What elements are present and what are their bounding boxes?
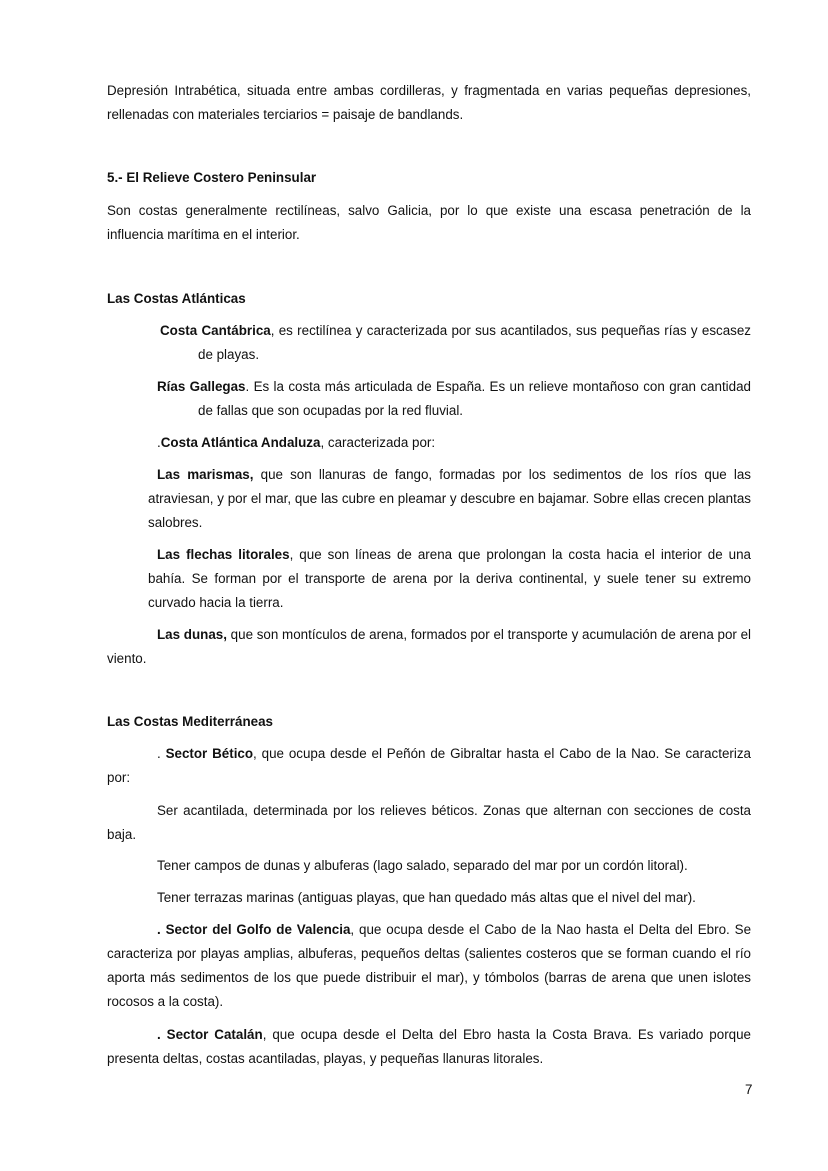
costa-cantabrica-paragraph bbox=[160, 319, 751, 367]
rias-gallegas-term: Rías Gallegas bbox=[157, 379, 246, 394]
dunas-paragraph bbox=[107, 623, 751, 671]
marismas-paragraph bbox=[148, 463, 751, 535]
rias-gallegas-paragraph bbox=[157, 375, 751, 423]
costa-andaluza-text: , caracterizada por: bbox=[320, 435, 436, 450]
flechas-text: , que son líneas de arena que prolongan la costa hacia el interior de una bahía. Se forman por el transporte de arena por la deriva continental, y suele tener su extremo curvado hacia la tierra. bbox=[148, 547, 752, 610]
dunas-term: Las dunas, bbox=[157, 627, 227, 642]
sector-valencia-term: . Sector del Golfo de Valencia bbox=[157, 922, 351, 937]
mediterranean-heading: Las Costas Mediterráneas bbox=[107, 714, 273, 729]
costa-andaluza-prefix: . bbox=[157, 435, 161, 450]
marismas-term: Las marismas, bbox=[157, 467, 254, 482]
section-5-heading: 5.- El Relieve Costero Peninsular bbox=[107, 170, 317, 185]
costa-cantabrica-term: Costa Cantábrica bbox=[160, 323, 271, 338]
sector-catalan-term: . Sector Catalán bbox=[157, 1027, 263, 1042]
section-5-paragraph: Son costas generalmente rectilíneas, salvo Galicia, por lo que existe una escasa penetración de la influencia marítima en el interior. bbox=[107, 203, 751, 242]
sector-valencia-paragraph bbox=[107, 918, 751, 1014]
flechas-term: Las flechas litorales bbox=[157, 547, 290, 562]
marismas-text: que son llanuras de fango, formadas por los sedimentos de los ríos que las atraviesan, y por el mar, que las cubre en pleamar y descubre en bajamar. Sobre ellas crecen plantas salobres. bbox=[148, 467, 751, 530]
sector-betico-text: , que ocupa desde el Peñón de Gibraltar hasta el Cabo de la Nao. Se caracteriza por: bbox=[107, 746, 751, 785]
costa-cantabrica-text: , es rectilínea y caracterizada por sus acantilados, sus pequeñas rías y escasez de playas. bbox=[198, 323, 751, 362]
rias-gallegas-text: . Es la costa más articulada de España. Es un relieve montañoso con gran cantidad de fallas que son ocupadas por la red fluvial. bbox=[198, 379, 751, 418]
sector-betico-term: Sector Bético bbox=[165, 746, 254, 761]
betico-item-2: Tener campos de dunas y albuferas (lago salado, separado del mar por un cordón litoral). bbox=[157, 858, 688, 873]
costa-andaluza-paragraph bbox=[157, 431, 751, 455]
sector-catalan-paragraph bbox=[107, 1023, 751, 1071]
sector-betico-paragraph bbox=[107, 742, 751, 790]
betico-item-3: Tener terrazas marinas (antiguas playas, que han quedado más altas que el nivel del mar). bbox=[157, 890, 696, 905]
sector-betico-prefix: . bbox=[157, 746, 166, 761]
sector-valencia-text: , que ocupa desde el Cabo de la Nao hasta el Delta del Ebro. Se caracteriza por playas amplias, albuferas, pequeños deltas (salientes costeros que se forman cuando el río aporta más sedimentos de los que puede distribuir el mar), y tómbolos (barras de arena que unen islotes rocosos a la costa). bbox=[107, 922, 752, 1009]
betico-item-1: Ser acantilada, determinada por los relieves béticos. Zonas que alternan con secciones de costa baja. bbox=[107, 803, 751, 842]
dunas-text: que son montículos de arena, formados por el transporte y acumulación de arena por el viento. bbox=[107, 627, 751, 666]
page-number: 7 bbox=[745, 1082, 753, 1097]
intro-paragraph: Depresión Intrabética, situada entre ambas cordilleras, y fragmentada en varias pequeñas depresiones, rellenadas con materiales terciarios = paisaje de bandlands. bbox=[107, 83, 751, 122]
sector-catalan-text: , que ocupa desde el Delta del Ebro hasta la Costa Brava. Es variado porque presenta deltas, costas acantiladas, playas, y pequeñas llanuras litorales. bbox=[107, 1027, 751, 1066]
costa-andaluza-term: Costa Atlántica Andaluza bbox=[160, 435, 321, 450]
flechas-paragraph bbox=[148, 543, 751, 615]
atlantic-heading: Las Costas Atlánticas bbox=[107, 291, 246, 306]
